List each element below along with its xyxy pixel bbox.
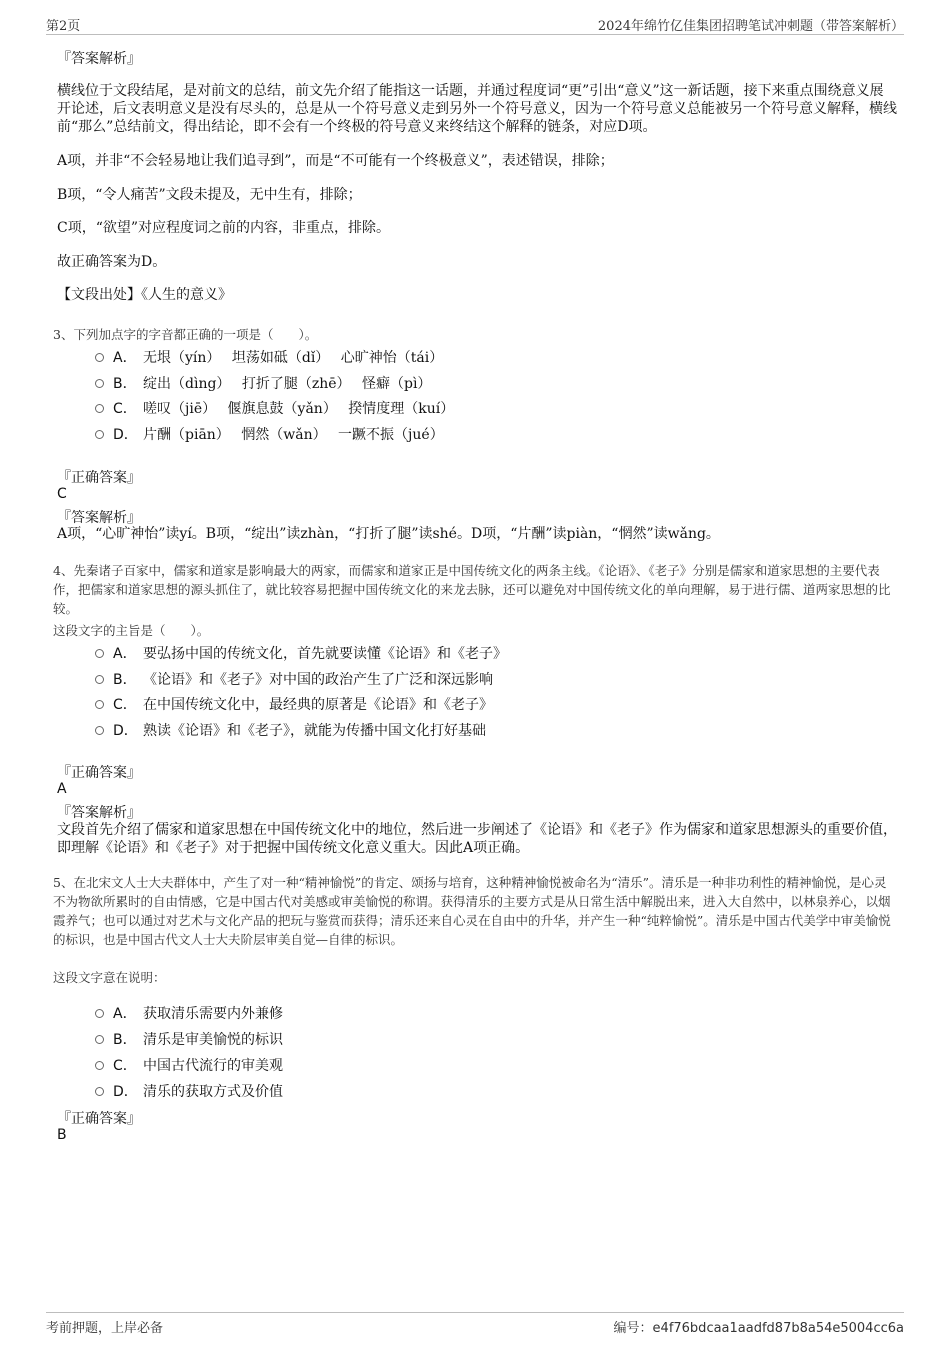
q4-option-b[interactable]: B． 《论语》和《老子》对中国的政治产生了广泛和深远影响 — [95, 669, 493, 689]
q5-stem: 5、在北宋文人士大夫群体中，产生了对一种“精神愉悦”的肯定、颂扬与培育，这种精神愉悦被命名为“清乐”。清乐是一种非功利性的精神愉悦，是心灵不为物欲所累时的自由情感，它是中国古代对美感或审美愉悦的称谓。获得清乐的主要方式是从日常生活中解脱出来，进入大自然中，以林泉养心，以烟霞养气；也可以通过对艺术与文化产品的把玩与鉴赏而获得；清乐还来自心灵在自由中的升华，并产生一种“纯粹愉悦”。清乐是中国古代美学中审美愉悦的标识，也是中国古代文人士大夫阶层审美自觉—自律的标识。 — [53, 875, 891, 947]
q5-correct-label: 『正确答案』 — [57, 1111, 141, 1127]
radio-icon[interactable] — [95, 1009, 104, 1018]
q5-correct-answer: B — [57, 1127, 67, 1143]
q3-analysis: A项，“心旷神怡”读yí。B项，“绽出”读zhàn，“打折了腿”读shé。D项，“片酬”读piàn，“惘然”读wǎng。 — [57, 526, 720, 542]
q4-correct-answer: A — [57, 781, 67, 797]
radio-icon[interactable] — [95, 726, 104, 735]
radio-icon[interactable] — [95, 700, 104, 709]
radio-icon[interactable] — [95, 353, 104, 362]
q4-option-a[interactable]: A． 要弘扬中国的传统文化，首先就要读懂《论语》和《老子》 — [95, 643, 507, 663]
q4-question: 这段文字的主旨是（ ）。 — [53, 623, 210, 638]
radio-icon[interactable] — [95, 1087, 104, 1096]
q3-correct-answer: C — [57, 486, 67, 502]
q3-correct-label: 『正确答案』 — [57, 470, 141, 486]
q3-option-b[interactable]: B． 绽出（dìng） 打折了腿（zhē） 怪癖（pì） — [95, 373, 431, 393]
q4-analysis-label: 『答案解析』 — [57, 805, 141, 821]
q2-analysis-option-c: C项，“欲望”对应程度词之前的内容，非重点，排除。 — [57, 220, 391, 236]
page-number: 第2页 — [46, 19, 81, 34]
q3-stem: 3、下列加点字的字音都正确的一项是（ ）。 — [53, 327, 318, 342]
q2-analysis-option-b: B项，“令人痛苦”文段未提及，无中生有，排除； — [57, 187, 362, 203]
q2-analysis-label: 『答案解析』 — [57, 51, 141, 67]
radio-icon[interactable] — [95, 1061, 104, 1070]
q2-analysis-paragraph: 横线位于文段结尾，是对前文的总结，前文先介绍了能指这一话题，并通过程度词“更”引出“意义”这一新话题，接下来重点围绕意义展开论述，后文表明意义是没有尽头的，总是从一个符号意义走到另外一个符号意义，因为一个符号意义总能被另一个符号意义解释，横线前“那么”总结前文，得出结论，即不会有一个终极的符号意义来终结这个解释的链条，对应D项。 — [57, 83, 897, 135]
footer-code-value: e4f76bdcaa1aadfd87b8a54e5004cc6a — [652, 1321, 904, 1336]
q5-option-b[interactable]: B． 清乐是审美愉悦的标识 — [95, 1029, 283, 1049]
q5-option-a[interactable]: A． 获取清乐需要内外兼修 — [95, 1003, 283, 1023]
page-footer — [46, 1312, 904, 1337]
q3-option-d[interactable]: D． 片酬（piān） 惘然（wǎn） 一蹶不振（jué） — [95, 424, 444, 444]
q3-option-a[interactable]: A． 无垠（yín） 坦荡如砥（dǐ） 心旷神怡（tái） — [95, 347, 443, 367]
radio-icon[interactable] — [95, 1035, 104, 1044]
footer-slogan: 考前押题，上岸必备 — [46, 1321, 164, 1336]
q5-option-c[interactable]: C． 中国古代流行的审美观 — [95, 1055, 283, 1075]
q4-option-c[interactable]: C． 在中国传统文化中，最经典的原著是《论语》和《老子》 — [95, 694, 493, 714]
radio-icon[interactable] — [95, 379, 104, 388]
q2-source: 【文段出处】《人生的意义》 — [57, 287, 232, 303]
q5-question: 这段文字意在说明： — [53, 970, 166, 985]
radio-icon[interactable] — [95, 430, 104, 439]
page-header — [46, 12, 904, 35]
q4-correct-label: 『正确答案』 — [57, 765, 141, 781]
q2-conclusion: 故正确答案为D。 — [57, 254, 167, 270]
radio-icon[interactable] — [95, 649, 104, 658]
q4-analysis: 文段首先介绍了儒家和道家思想在中国传统文化中的地位，然后进一步阐述了《论语》和《老子》作为儒家和道家思想源头的重要价值，即理解《论语》和《老子》对于把握中国传统文化意义重大。因此A项正确。 — [57, 822, 897, 856]
q3-analysis-label: 『答案解析』 — [57, 510, 141, 526]
q4-stem: 4、先秦诸子百家中，儒家和道家是影响最大的两家，而儒家和道家正是中国传统文化的两条主线。《论语》、《老子》分别是儒家和道家思想的主要代表作，把儒家和道家思想的源头抓住了，就比较容易把握中国传统文化的来龙去脉，还可以避免对中国传统文化的单向理解，易于进行儒、道两家思想的比较。 — [53, 563, 891, 616]
radio-icon[interactable] — [95, 675, 104, 684]
q5-option-d[interactable]: D． 清乐的获取方式及价值 — [95, 1081, 283, 1101]
document-title: 2024年绵竹亿佳集团招聘笔试冲刺题（带答案解析） — [597, 19, 904, 34]
q3-option-c[interactable]: C． 嗟叹（jiē） 偃旗息鼓（yǎn） 揆情度理（kuí） — [95, 398, 454, 418]
radio-icon[interactable] — [95, 404, 104, 413]
q4-option-d[interactable]: D． 熟读《论语》和《老子》，就能为传播中国文化打好基础 — [95, 720, 486, 740]
footer-code — [614, 1317, 904, 1336]
q2-analysis-option-a: A项，并非“不会轻易地让我们追寻到”，而是“不可能有一个终极意义”，表述错误，排除； — [57, 153, 614, 169]
footer-code-label: 编号： — [613, 1321, 653, 1336]
